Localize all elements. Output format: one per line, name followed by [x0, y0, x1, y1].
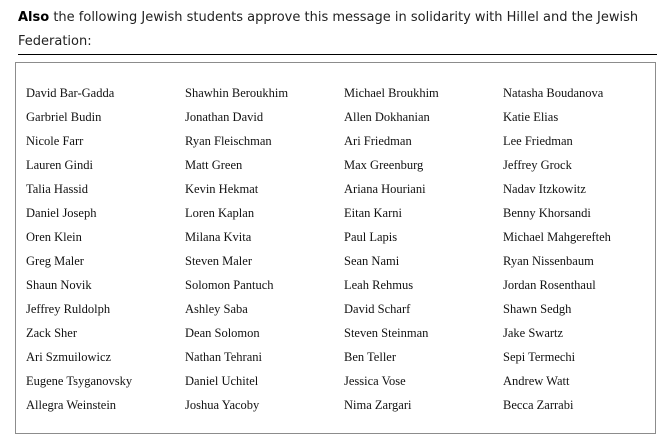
- signatory-name: Garbriel Budin: [26, 110, 102, 124]
- signatory-name: Loren Kaplan: [185, 206, 255, 220]
- signatory-name: Milana Kvita: [185, 230, 252, 244]
- signatory-name: Shawhin Beroukhim: [185, 86, 289, 100]
- signatory-name: Michael Broukhim: [344, 86, 439, 100]
- signatory-name: Jessica Vose: [344, 374, 406, 388]
- signatory-name: Shaun Novik: [26, 278, 92, 292]
- signatory-name: Ryan Fleischman: [185, 134, 272, 148]
- signatory-name: Shawn Sedgh: [503, 302, 572, 316]
- intro-bold-lead: Also: [18, 10, 50, 25]
- signatory-name: Benny Khorsandi: [503, 206, 591, 220]
- signatory-name: Jake Swartz: [503, 326, 564, 340]
- signatory-name: Steven Maler: [185, 254, 252, 268]
- intro-paragraph: [18, 6, 648, 54]
- signatory-name: Kevin Hekmat: [185, 182, 259, 196]
- signatory-name: Steven Steinman: [344, 326, 429, 340]
- signatory-name: Sepi Termechi: [503, 350, 576, 364]
- signatory-name: Ariana Houriani: [344, 182, 426, 196]
- signatory-name: Paul Lapis: [344, 230, 398, 244]
- signatory-name: Ashley Saba: [185, 302, 248, 316]
- divider-line: [18, 54, 657, 55]
- signatory-name: Nadav Itzkowitz: [503, 182, 586, 196]
- signatory-name: Talia Hassid: [26, 182, 88, 196]
- signatory-name: Dean Solomon: [185, 326, 260, 340]
- signatory-name: Ari Friedman: [344, 134, 412, 148]
- signatory-name: Jordan Rosenthaul: [503, 278, 596, 292]
- signatory-name: David Scharf: [344, 302, 411, 316]
- names-table: [15, 62, 656, 434]
- signatory-name: Max Greenburg: [344, 158, 424, 172]
- signatory-name: Eitan Karni: [344, 206, 402, 220]
- signatory-name: Sean Nami: [344, 254, 400, 268]
- signatory-name: Daniel Joseph: [26, 206, 97, 220]
- signatory-name: Nicole Farr: [26, 134, 84, 148]
- signatory-name: Joshua Yacoby: [185, 398, 260, 412]
- signatory-name: Greg Maler: [26, 254, 84, 268]
- signatory-name: Jeffrey Grock: [503, 158, 572, 172]
- signatory-name: Matt Green: [185, 158, 243, 172]
- names-grid: [26, 81, 662, 417]
- intro-text: the following Jewish students approve this message in solidarity with Hillel and the Jewish Federation:: [18, 10, 639, 49]
- signatory-name: Nathan Tehrani: [185, 350, 262, 364]
- signatory-name: Lee Friedman: [503, 134, 573, 148]
- signatory-name: Oren Klein: [26, 230, 82, 244]
- signatory-name: Becca Zarrabi: [503, 398, 574, 412]
- signatory-name: David Bar-Gadda: [26, 86, 115, 100]
- signatory-name: Katie Elias: [503, 110, 559, 124]
- signatory-name: Andrew Watt: [503, 374, 570, 388]
- signatory-name: Leah Rehmus: [344, 278, 414, 292]
- signatory-name: Solomon Pantuch: [185, 278, 274, 292]
- signatory-name: Natasha Boudanova: [503, 86, 604, 100]
- signatory-name: Lauren Gindi: [26, 158, 93, 172]
- signatory-name: Allen Dokhanian: [344, 110, 430, 124]
- signatory-name: Michael Mahgerefteh: [503, 230, 611, 244]
- signatory-name: Daniel Uchitel: [185, 374, 259, 388]
- signatory-name: Jonathan David: [185, 110, 264, 124]
- signatory-name: Eugene Tsyganovsky: [26, 374, 133, 388]
- signatory-name: Jeffrey Ruldolph: [26, 302, 111, 316]
- signatory-name: Allegra Weinstein: [26, 398, 117, 412]
- signatory-name: Ben Teller: [344, 350, 397, 364]
- signatory-name: Nima Zargari: [344, 398, 412, 412]
- signatory-name: Ryan Nissenbaum: [503, 254, 594, 268]
- signatory-name: Ari Szmuilowicz: [26, 350, 112, 364]
- signatory-name: Zack Sher: [26, 326, 78, 340]
